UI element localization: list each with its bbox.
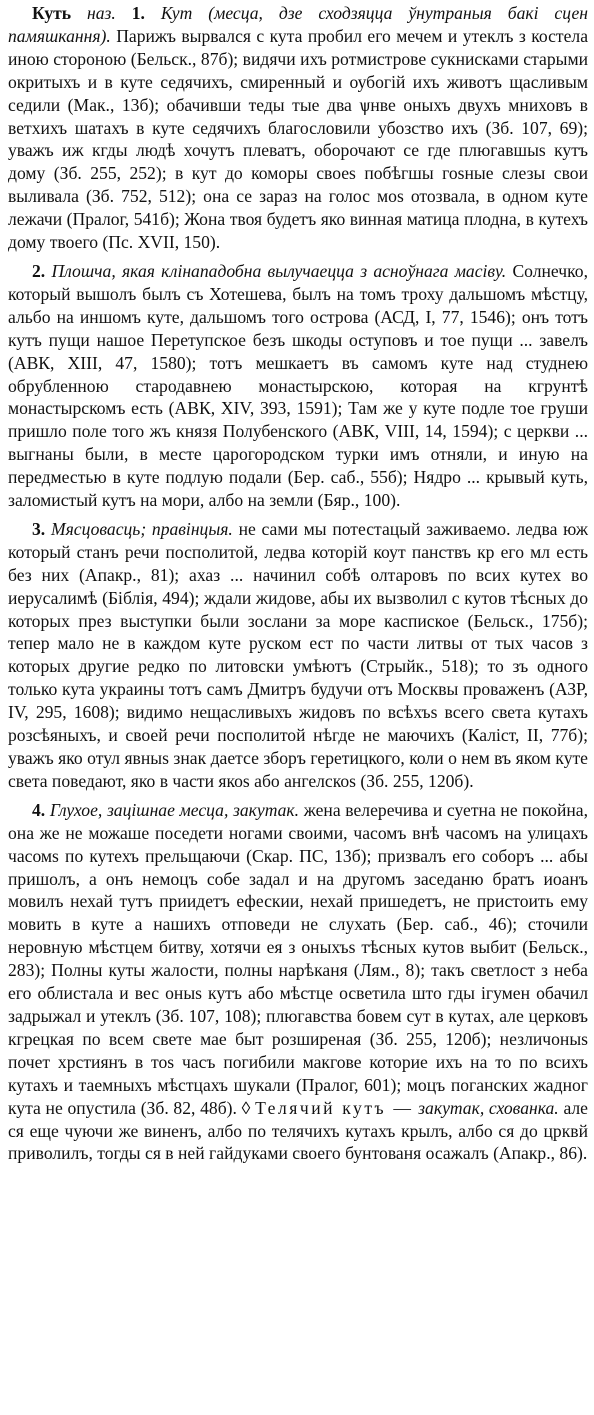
idiom-phrase: Телячий кутъ —	[255, 1097, 414, 1118]
sense-gloss: Глухое, зацішнае месца, закутак.	[49, 799, 300, 820]
sense-citations: не сами мы потестацый заживаемо. ледва юж который станъ речи посполитой, ледва которій коут панствъ кр его мл есть без них (Апакр., 81); ахаз ... начинил собѣ олтаровъ по всих кутех во иерусалимѣ (Біблія, 494); ждали жидове, абы их вызволил с кутов тѣсных до которых през выступки были зослани за море каспиское (Бельск., 175б); тепер мало не в каждом куте руском ест по части литвы от тых часов з которых другие редко по литовски умѣютъ (Стрыйк., 518); то зъ одного только кута украины тотъ самъ Дмитръ будучи отъ Москвы проваженъ (АЗР, IV, 295, 1608); видимо нещасливыхъ жидовъ по всѣхъs всего света кутахъ розсѣяныхъ, и своей речи посполитой нѣгде не маючихъ (Каліст, II, 77б); уважъ яко отул явныs знак даетсе зборъ геретицкого, коли о нем въ яком куте света поведают, яко в части якоs або ангелскоs (Зб. 255, 120б).	[8, 518, 588, 791]
sense-2	[8, 260, 588, 512]
sense-3	[8, 518, 588, 793]
idiom-gloss: закутак, схованка.	[418, 1097, 559, 1118]
idiom-marker: ◊	[241, 1097, 251, 1118]
sense-1	[8, 2, 588, 254]
sense-number: 2.	[32, 260, 46, 281]
sense-number: 1.	[131, 3, 145, 23]
sense-citations: Солнечко, который вышолъ былъ съ Хотешева, былъ на томъ троху дальшомъ мѣстцу, альбо на иншомъ куте, дальшомъ того острова (АСД, I, 77, 1546); онъ тотъ кутъ пущи нашое Перетупское безъ шкоды оступовъ и тое пущи ... завелъ (АВК, XIII, 47, 1580); тотъ мешкаетъ въ самомъ куте над студнею обрубленною стародавнею монастырскою, которая на кгрунтѣ монастырскомъ есть (АВК, XIV, 393, 1591); Там же у куте подле тое груши пришло поле того жъ князя Полубенского (АВК, VIII, 14, 1594); с церкви ... выгнаны были, в месте царогородском турки имъ отняли, и иную на передместью в куте подлую подали (Бер. саб., 55б); Нядро ... крывый куть, заломистый кутъ на мори, албо на земли (Бяр., 100).	[8, 260, 589, 511]
idiom-citations: але ся еще чуючи же виненъ, албо по телячихъ кутахъ крылъ, албо ся до црквй приволилъ, тогды ся в ней гайдуками своего бунтованя осажалъ (Апакр., 86).	[8, 1097, 588, 1164]
sense-gloss: Мясцовасць; правінцыя.	[50, 518, 233, 539]
sense-citations: жена велеречива и суетна не покойна, она же не можаше поседети ногами своими, часомъ внѣ часомъ на улицахъ часомs по кутехъ прельщаючи (Скар. ПС, 13б); призвалъ его соборъ ... абы пришолъ, а онъ немоцъ собе задал и на другомъ заседаню братъ иоанъ мовилъ нехай тутъ приидетъ ефескии, нехай пришедетъ, не пристоить ему мовить в куте а нашихъ отповеди не слухать (Бер. саб., 46); сточили неровную мѣстцем битву, хотячи ея з оныхъs тѣсных кутов выбит (Бельск., 283); Полны куты жалости, полны нарѣканя (Лям., 8); такъ светлост з неба его облистала и вес оныs кутъ або мѣстце осветила што гды ігумен обачил задрыжал и утеклъ (Зб. 107, 108); плюгавства бовем сут в кутах, але церковъ кгрецкая по всем свете мае быт розширеная (Зб. 255, 120б); незличоныs почет хрстиянъ в тоs часъ погибили макгове которие ихъ на то по всихъ кутахъ и таемныхъ мѣстцахъ шукали (Пралог, 601); моцъ поганских жадног кута не опустила (Зб. 82, 48б).	[8, 799, 588, 1118]
sense-gloss: Кут (месца, дзе сходзяцца ўнутраныя бакі сцен памяшкання).	[8, 3, 588, 46]
grammar-label: наз.	[87, 3, 116, 23]
sense-number: 3.	[32, 518, 46, 539]
headword: Куть	[32, 3, 72, 23]
sense-4	[8, 799, 588, 1166]
sense-gloss: Плошча, якая клінападобна вылучаецца з асноўнага масіву.	[51, 260, 507, 281]
sense-number: 4.	[32, 799, 46, 820]
dictionary-page	[8, 2, 588, 1165]
sense-citations: Парижъ вырвался с кута пробил его мечем и утеклъ з костела иною стороною (Бельск., 87б); видячи ихъ ротмистрове сукнисками старыми окритыхъ и в куте седячихъ, смиренный и оубогій ихъ животъ щасливым седили (Мак., 13б); обачивши теды тые два ѱнве оныхъ двухъ мниховъ в ветхихъ шатахъ в куте седячихъ благословили убозство ихъ (Зб. 107, 69); уважъ иж кгды людѣ хочутъ плеватъ, оборочают се где плюгавшыs кутъ дому (Зб. 255, 252); в кут до коморы своеs побѣгшы гоsные слезы свои выливала (Зб. 752, 512); она се зараз на голос моs отозвала, в одном куте лежачи (Пралог, 541б); Жона твоя будетъ яко винная матица плодна, в кутехъ дому твоего (Пс. XVII, 150).	[8, 25, 588, 253]
